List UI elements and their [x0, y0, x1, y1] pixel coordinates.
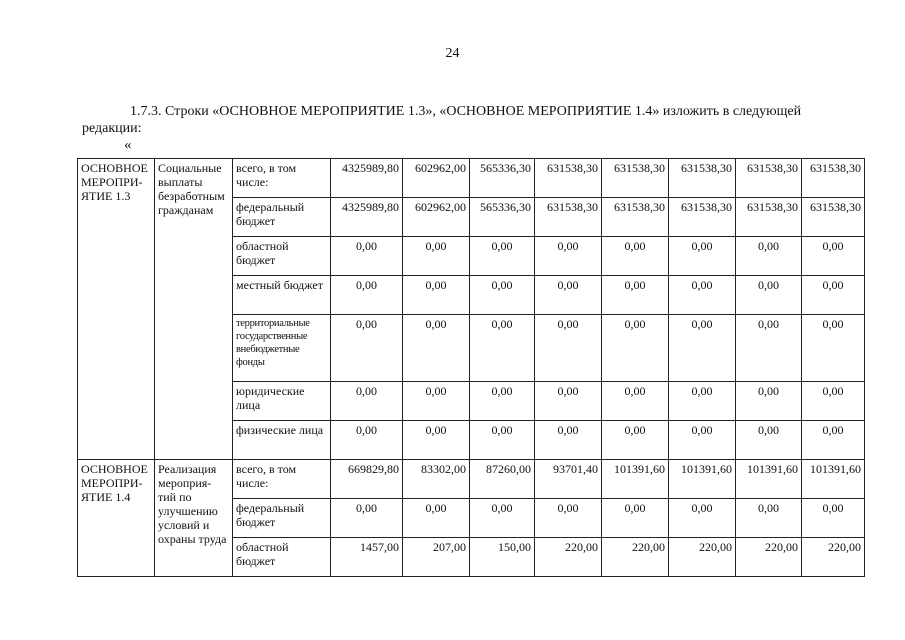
amount-cell: 150,00	[470, 538, 535, 577]
event-code-cell: ОСНОВНОЕ МЕРОПРИ-ЯТИЕ 1.3	[78, 159, 155, 460]
amount-cell: 565336,30	[470, 198, 535, 237]
amount-cell: 602962,00	[403, 198, 470, 237]
table-row	[78, 159, 865, 198]
amount-cell: 0,00	[802, 276, 865, 315]
event-code-cell: ОСНОВНОЕ МЕРОПРИ-ЯТИЕ 1.4	[78, 460, 155, 577]
amount-cell: 0,00	[331, 382, 403, 421]
event-name-cell: Реализация мероприя-тий по улучшению условий и охраны труда	[155, 460, 233, 577]
open-quote: «	[124, 137, 132, 153]
amount-cell: 101391,60	[669, 460, 736, 499]
amount-cell: 83302,00	[403, 460, 470, 499]
amount-cell: 0,00	[802, 315, 865, 382]
amount-cell: 0,00	[736, 499, 802, 538]
amount-cell: 0,00	[535, 276, 602, 315]
amount-cell: 0,00	[602, 315, 669, 382]
funding-source-cell: юридические лица	[233, 382, 331, 421]
amount-cell: 0,00	[403, 237, 470, 276]
amount-cell: 0,00	[669, 421, 736, 460]
amount-cell: 0,00	[470, 276, 535, 315]
amount-cell: 0,00	[602, 276, 669, 315]
amount-cell: 0,00	[669, 237, 736, 276]
amount-cell: 101391,60	[602, 460, 669, 499]
amount-cell: 0,00	[535, 382, 602, 421]
amount-cell: 0,00	[802, 382, 865, 421]
amount-cell: 207,00	[403, 538, 470, 577]
funding-source-cell: всего, в том числе:	[233, 460, 331, 499]
amount-cell: 0,00	[535, 315, 602, 382]
amount-cell: 0,00	[470, 499, 535, 538]
amount-cell: 631538,30	[602, 198, 669, 237]
amount-cell: 0,00	[736, 315, 802, 382]
intro-paragraph	[82, 103, 862, 137]
amount-cell: 631538,30	[669, 159, 736, 198]
amount-cell: 669829,80	[331, 460, 403, 499]
amount-cell: 0,00	[602, 421, 669, 460]
amount-cell: 220,00	[669, 538, 736, 577]
amount-cell: 0,00	[602, 499, 669, 538]
funding-source-cell: территориальные государственные внебюджетные фонды	[233, 315, 331, 382]
amount-cell: 0,00	[535, 499, 602, 538]
amount-cell: 0,00	[403, 276, 470, 315]
budget-table	[77, 158, 865, 577]
amount-cell: 0,00	[669, 499, 736, 538]
amount-cell: 0,00	[535, 237, 602, 276]
amount-cell: 0,00	[802, 499, 865, 538]
amount-cell: 0,00	[736, 382, 802, 421]
amount-cell: 220,00	[802, 538, 865, 577]
amount-cell: 602962,00	[403, 159, 470, 198]
amount-cell: 1457,00	[331, 538, 403, 577]
table-row	[78, 460, 865, 499]
amount-cell: 0,00	[331, 421, 403, 460]
funding-source-cell: местный бюджет	[233, 276, 331, 315]
amount-cell: 0,00	[736, 421, 802, 460]
amount-cell: 0,00	[669, 382, 736, 421]
amount-cell: 0,00	[403, 421, 470, 460]
amount-cell: 0,00	[403, 315, 470, 382]
amount-cell: 631538,30	[802, 159, 865, 198]
amount-cell: 0,00	[602, 382, 669, 421]
amount-cell: 4325989,80	[331, 159, 403, 198]
funding-source-cell: федеральный бюджет	[233, 499, 331, 538]
amount-cell: 631538,30	[535, 198, 602, 237]
amount-cell: 0,00	[331, 315, 403, 382]
amount-cell: 0,00	[669, 315, 736, 382]
amount-cell: 0,00	[470, 315, 535, 382]
amount-cell: 0,00	[403, 382, 470, 421]
amount-cell: 631538,30	[802, 198, 865, 237]
amount-cell: 631538,30	[736, 198, 802, 237]
amount-cell: 87260,00	[470, 460, 535, 499]
event-name-cell: Социальные выплаты безработным гражданам	[155, 159, 233, 460]
amount-cell: 631538,30	[535, 159, 602, 198]
amount-cell: 220,00	[602, 538, 669, 577]
amount-cell: 0,00	[331, 499, 403, 538]
amount-cell: 93701,40	[535, 460, 602, 499]
amount-cell: 0,00	[470, 237, 535, 276]
amount-cell: 0,00	[403, 499, 470, 538]
amount-cell: 0,00	[802, 237, 865, 276]
intro-line-1: 1.7.3. Строки «ОСНОВНОЕ МЕРОПРИЯТИЕ 1.3», «ОСНОВНОЕ МЕРОПРИЯТИЕ 1.4» изложить в следующей	[130, 104, 802, 119]
amount-cell: 631538,30	[736, 159, 802, 198]
amount-cell: 0,00	[736, 276, 802, 315]
amount-cell: 101391,60	[736, 460, 802, 499]
amount-cell: 0,00	[331, 276, 403, 315]
intro-line-2: редакции:	[82, 121, 142, 136]
amount-cell: 631538,30	[602, 159, 669, 198]
funding-source-cell: областной бюджет	[233, 237, 331, 276]
funding-source-cell: физические лица	[233, 421, 331, 460]
amount-cell: 0,00	[669, 276, 736, 315]
amount-cell: 0,00	[602, 237, 669, 276]
amount-cell: 0,00	[736, 237, 802, 276]
funding-source-cell: всего, в том числе:	[233, 159, 331, 198]
amount-cell: 0,00	[470, 382, 535, 421]
amount-cell: 220,00	[736, 538, 802, 577]
amount-cell: 631538,30	[669, 198, 736, 237]
funding-source-cell: федеральный бюджет	[233, 198, 331, 237]
amount-cell: 0,00	[331, 237, 403, 276]
amount-cell: 4325989,80	[331, 198, 403, 237]
amount-cell: 101391,60	[802, 460, 865, 499]
amount-cell: 565336,30	[470, 159, 535, 198]
amount-cell: 0,00	[470, 421, 535, 460]
amount-cell: 220,00	[535, 538, 602, 577]
amount-cell: 0,00	[535, 421, 602, 460]
funding-source-cell: областной бюджет	[233, 538, 331, 577]
amount-cell: 0,00	[802, 421, 865, 460]
page-number: 24	[445, 46, 460, 61]
